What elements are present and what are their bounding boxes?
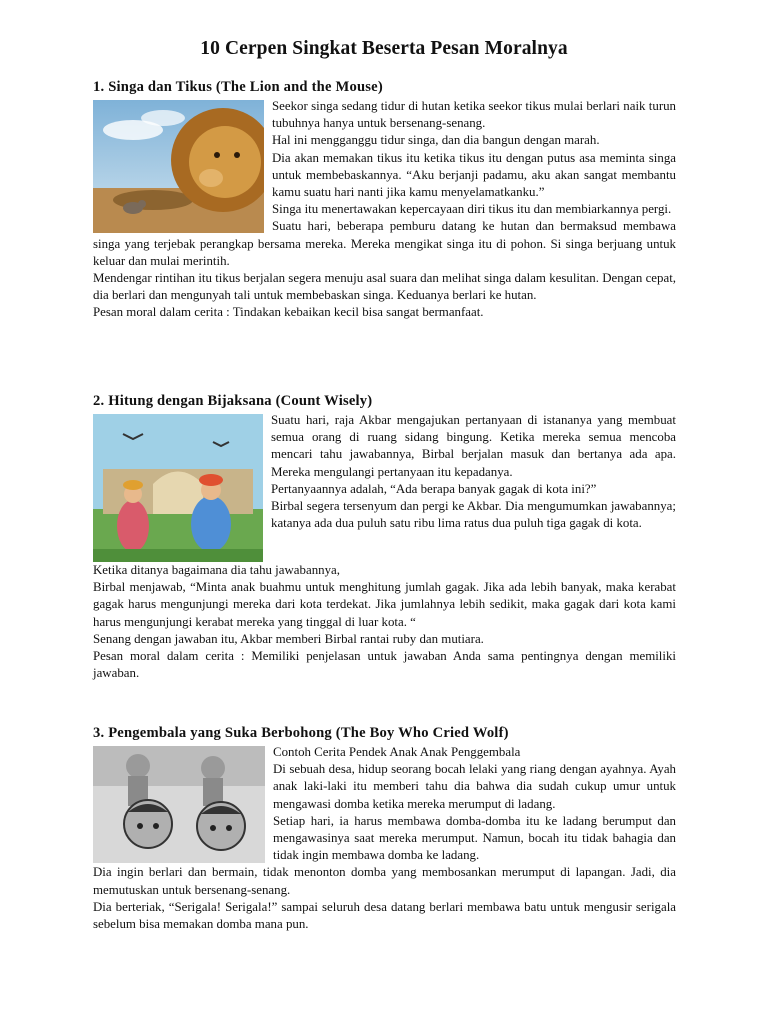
paragraph: Birbal menjawab, “Minta anak buahmu untuk menghitung jumlah gagak. Jika ada lebih banyak, maka kerabat gagak harus mengunjungi mereka dari kota terdekat. Jika jumlahnya lebih sedikit, maka gagak dari kota kami harus mengunjungi kerabat mereka yang tinggal di luar kota. “ [93,580,676,629]
akbar-birbal-illustration [93,414,263,562]
paragraph: Dia berteriak, “Serigala! Serigala!” sampai seluruh desa datang berlari membawa batu untuk mengusir serigala sebelum bisa memakan domba mana pun. [93,899,676,932]
paragraph: Contoh Cerita Pendek Anak Anak Penggembala [273,745,521,759]
paragraph: Seekor singa sedang tidur di hutan ketika seekor tikus mulai berlari naik turun tubuhnya hanya untuk bersenang-senang. [272,99,676,131]
document-title: 10 Cerpen Singkat Beserta Pesan Moralnya [200,38,568,59]
story-count-wisely [93,392,676,682]
paragraph: Singa itu menertawakan kepercayaan diri tikus itu dan membiarkannya pergi. [272,202,672,217]
paragraph: Suatu hari, beberapa pemburu datang ke hutan dan bermaksud membawa singa yang terjebak perangkap bersama mereka. Mereka mengikat singa itu di pohon. Si singa berjuang untuk keluar dan mulai merintih. [93,219,676,268]
paragraph: Birbal segera tersenyum dan pergi ke Akbar. Dia mengumumkan jawabannya; katanya ada dua puluh satu ribu lima ratus dua puluh tiga gagak di kota. [271,499,676,531]
paragraph: Ketika ditanya bagaimana dia tahu jawabannya, [93,563,340,577]
story-title: 1. Singa dan Tikus (The Lion and the Mouse) [93,79,383,95]
paragraph: Dia akan memakan tikus itu ketika tikus itu dengan putus asa meminta singa untuk membebaskannya. “Aku berjanji padamu, aku akan sangat membantu kamu suatu hari nanti jika kamu menyelamatkanku.” [272,150,676,200]
paragraph: Suatu hari, raja Akbar mengajukan pertanyaan di istananya yang membuat semua orang di ruang sidang bingung. Ketika mereka semua mencoba mencari tahu jawabannya, Birbal berjalan masuk dan bertanya ada apa. Mereka mengulangi pertanyaan itu kepadanya. [271,413,676,479]
paragraph: Hal ini mengganggu tidur singa, dan dia bangun dengan marah. [272,133,600,148]
paragraph: Pesan moral dalam cerita : Tindakan kebaikan kecil bisa sangat bermanfaat. [93,305,484,320]
story-lion-mouse [93,78,676,322]
paragraph: Dia ingin berlari dan bermain, tidak menonton domba yang membosankan merumput di lapangan. Jadi, dia memutuskan untuk bersenang-senang. [93,865,676,897]
paragraph: Mendengar rintihan itu tikus berjalan segera menuju asal suara dan melihat singa dalam kesulitan. Dengan cepat, dia berlari dan mengunyah tali untuk membebaskan singa. Keduanya berlari ke hutan. [93,271,676,303]
paragraph: Senang dengan jawaban itu, Akbar memberi Birbal rantai ruby dan mutiara. [93,631,484,646]
paragraph: Pertanyaannya adalah, “Ada berapa banyak gagak di kota ini?” [271,481,597,496]
paragraph: Setiap hari, ia harus membawa domba-domba itu ke ladang berumput dan mengawasinya saat mereka merumput. Namun, bocah itu tidak bahagia dan tidak ingin membawa domba ke ladang. [273,813,676,863]
story-title: 3. Pengembala yang Suka Berbohong (The Boy Who Cried Wolf) [93,725,509,741]
paragraph: Pesan moral dalam cerita : Memiliki penjelasan untuk jawaban Anda sama pentingnya dengan memiliki jawaban. [93,649,676,681]
paragraph: Di sebuah desa, hidup seorang bocah lelaki yang riang dengan ayahnya. Ayah anak laki-laki itu memberi tahu dia bahwa dia sudah cukup umur untuk mengawasi domba ketika mereka merumput di ladang. [273,762,676,811]
story-title: 2. Hitung dengan Bijaksana (Count Wisely) [93,393,373,409]
shepherd-boy-illustration [93,746,265,863]
lion-mouse-illustration [93,100,264,233]
story-boy-cried-wolf [93,724,676,933]
